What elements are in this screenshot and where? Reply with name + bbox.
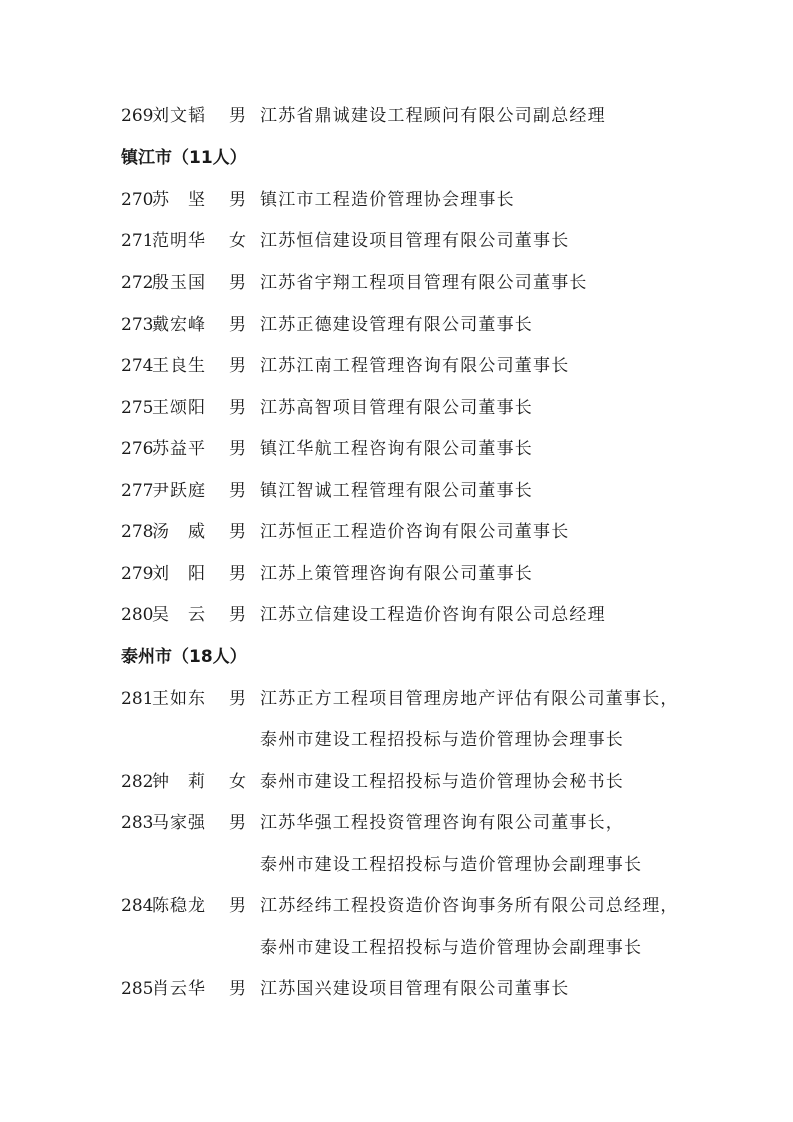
gender: 男 — [229, 356, 246, 376]
person-name: 王颂阳 — [152, 398, 206, 418]
list-item — [0, 434, 793, 464]
gender: 男 — [229, 106, 246, 126]
person-name: 戴宏峰 — [152, 315, 206, 335]
entry-number: 278 — [121, 522, 154, 542]
list-item — [0, 600, 793, 630]
position-title: 江苏江南工程管理咨询有限公司董事长 — [260, 356, 570, 376]
position-title: 江苏上策管理咨询有限公司董事长 — [260, 564, 533, 584]
position-title: 镇江华航工程咨询有限公司董事长 — [260, 439, 533, 459]
section-heading: 泰州市（18人） — [121, 647, 247, 667]
entry-number: 279 — [121, 564, 154, 584]
person-name: 吴 云 — [152, 605, 206, 625]
position-title: 镇江智诚工程管理有限公司董事长 — [260, 481, 533, 501]
entry-number: 284 — [121, 896, 154, 916]
gender: 男 — [229, 190, 246, 210]
position-title: 江苏华强工程投资管理咨询有限公司董事长， — [260, 813, 624, 833]
gender: 男 — [229, 481, 246, 501]
entry-number: 281 — [121, 689, 154, 709]
person-name: 尹跃庭 — [152, 481, 206, 501]
person-name: 王如东 — [152, 689, 206, 709]
list-item — [0, 476, 793, 506]
list-item — [0, 517, 793, 547]
person-name: 钟 莉 — [152, 772, 206, 792]
gender: 男 — [229, 315, 246, 335]
position-title: 泰州市建设工程招投标与造价管理协会理事长 — [260, 730, 624, 750]
list-item — [0, 559, 793, 589]
person-name: 苏益平 — [152, 439, 206, 459]
position-title: 江苏国兴建设项目管理有限公司董事长 — [260, 979, 570, 999]
list-item-continuation — [0, 850, 793, 880]
person-name: 陈稳龙 — [152, 896, 206, 916]
position-title: 江苏正方工程项目管理房地产评估有限公司董事长， — [260, 689, 679, 709]
position-title: 江苏恒信建设项目管理有限公司董事长 — [260, 231, 570, 251]
position-title: 江苏省鼎诚建设工程顾问有限公司副总经理 — [260, 106, 606, 126]
person-name: 肖云华 — [152, 979, 206, 999]
person-name: 汤 威 — [152, 522, 206, 542]
list-item — [0, 767, 793, 797]
list-item — [0, 891, 793, 921]
entry-number: 283 — [121, 813, 154, 833]
list-item — [0, 101, 793, 131]
entry-number: 285 — [121, 979, 154, 999]
entry-number: 280 — [121, 605, 154, 625]
gender: 男 — [229, 522, 246, 542]
entry-number: 277 — [121, 481, 154, 501]
position-title: 泰州市建设工程招投标与造价管理协会秘书长 — [260, 772, 624, 792]
person-name: 刘 阳 — [152, 564, 206, 584]
gender: 女 — [229, 772, 246, 792]
gender: 男 — [229, 689, 246, 709]
entry-number: 270 — [121, 190, 154, 210]
person-name: 王良生 — [152, 356, 206, 376]
position-title: 江苏立信建设工程造价咨询有限公司总经理 — [260, 605, 606, 625]
person-name: 刘文韬 — [152, 106, 206, 126]
entry-number: 274 — [121, 356, 154, 376]
person-name: 殷玉国 — [152, 273, 206, 293]
position-title: 江苏省宇翔工程项目管理有限公司董事长 — [260, 273, 588, 293]
person-name: 苏 坚 — [152, 190, 206, 210]
gender: 男 — [229, 605, 246, 625]
list-item — [0, 351, 793, 381]
list-item — [0, 684, 793, 714]
entry-number: 276 — [121, 439, 154, 459]
list-item — [0, 226, 793, 256]
entry-number: 269 — [121, 106, 154, 126]
entry-number: 272 — [121, 273, 154, 293]
list-item-continuation — [0, 725, 793, 755]
position-title: 泰州市建设工程招投标与造价管理协会副理事长 — [260, 938, 643, 958]
list-item — [0, 808, 793, 838]
position-title: 江苏高智项目管理有限公司董事长 — [260, 398, 533, 418]
person-name: 范明华 — [152, 231, 206, 251]
list-item — [0, 185, 793, 215]
list-item — [0, 974, 793, 1004]
gender: 男 — [229, 813, 246, 833]
position-title: 江苏恒正工程造价咨询有限公司董事长 — [260, 522, 570, 542]
position-title: 泰州市建设工程招投标与造价管理协会副理事长 — [260, 855, 643, 875]
gender: 女 — [229, 231, 246, 251]
entry-number: 271 — [121, 231, 154, 251]
section-heading: 镇江市（11人） — [121, 148, 247, 168]
entry-number: 273 — [121, 315, 154, 335]
gender: 男 — [229, 896, 246, 916]
gender: 男 — [229, 398, 246, 418]
gender: 男 — [229, 273, 246, 293]
entry-number: 282 — [121, 772, 154, 792]
gender: 男 — [229, 979, 246, 999]
list-item — [0, 310, 793, 340]
entry-number: 275 — [121, 398, 154, 418]
list-item — [0, 393, 793, 423]
position-title: 镇江市工程造价管理协会理事长 — [260, 190, 515, 210]
list-item — [0, 268, 793, 298]
list-item-continuation — [0, 933, 793, 963]
gender: 男 — [229, 439, 246, 459]
position-title: 江苏正德建设管理有限公司董事长 — [260, 315, 533, 335]
position-title: 江苏经纬工程投资造价咨询事务所有限公司总经理， — [260, 896, 679, 916]
gender: 男 — [229, 564, 246, 584]
person-name: 马家强 — [152, 813, 206, 833]
